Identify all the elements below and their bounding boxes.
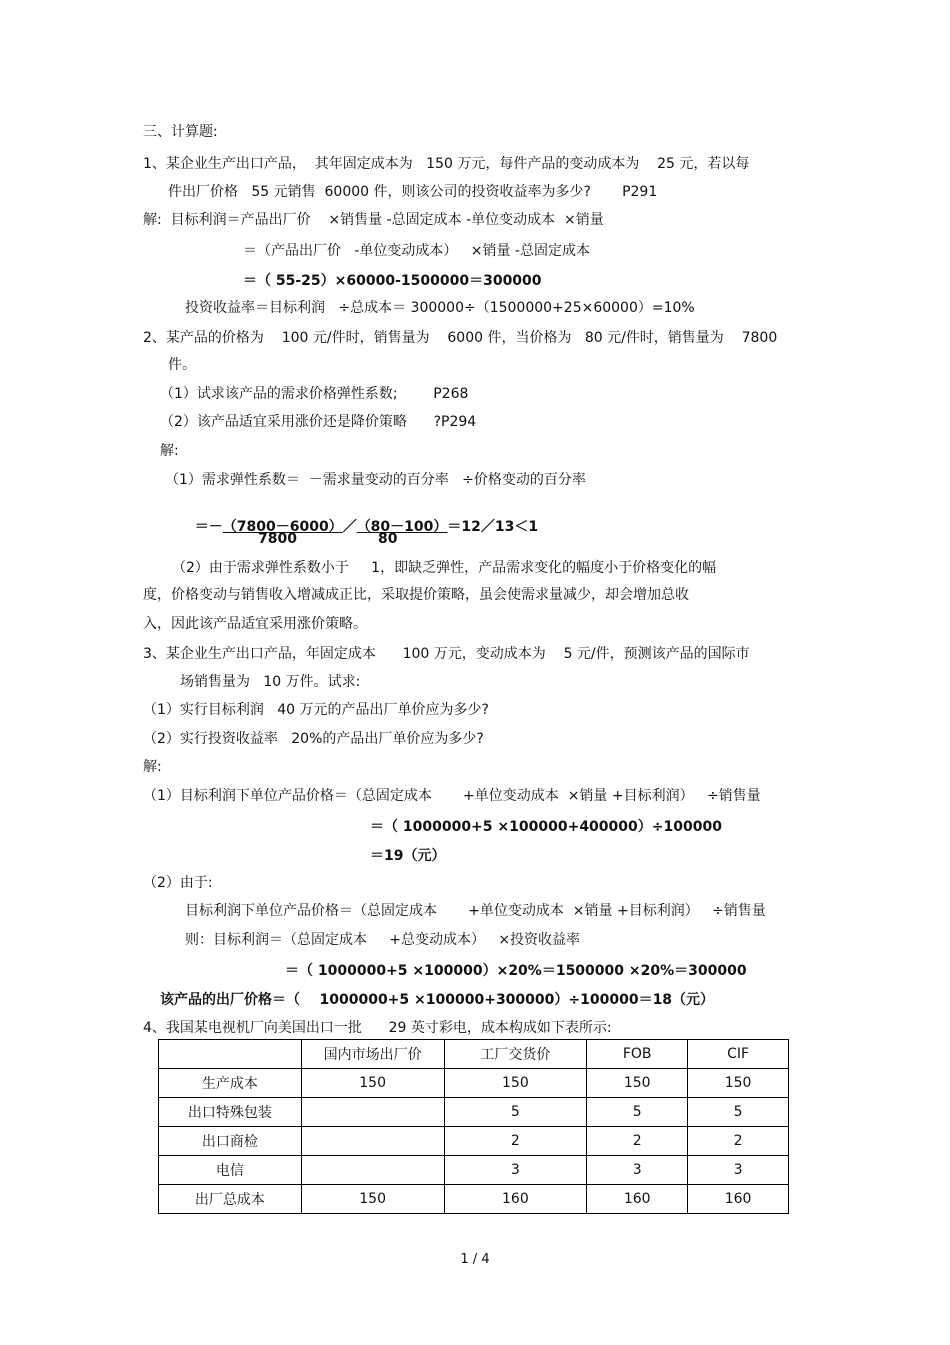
q1-solution-line2: ＝（产品出厂价 -单位变动成本） ×销量 -总固定成本 [243, 243, 590, 259]
q2-sub2: （2）该产品适宜采用涨价还是降价策略 ?P294 [160, 414, 477, 430]
table-cell: 160 [587, 1185, 688, 1214]
q3-solution-line7: ＝（ 1000000+5 ×100000）×20%＝1500000 ×20%＝300000 [285, 963, 747, 979]
table-cell [301, 1098, 444, 1127]
q2-formula-result: ＝12／13＜1 [447, 519, 539, 535]
q3-solution-line4: （2）由于: [143, 875, 213, 891]
table-row-label: 出厂总成本 [159, 1185, 302, 1214]
q3-solution-line2: ＝（ 1000000+5 ×100000+400000）÷100000 [370, 819, 722, 835]
table-cell: 2 [587, 1127, 688, 1156]
table-cell [301, 1127, 444, 1156]
table-cell: 160 [688, 1185, 789, 1214]
table-cell: 150 [301, 1185, 444, 1214]
q2-solution-line5: 入，因此该产品适宜采用涨价策略。 [143, 616, 367, 632]
table-cell: 3 [587, 1156, 688, 1185]
q1-solution-line4: 投资收益率＝目标利润 ÷总成本＝ 300000÷（1500000+25×60000）=10% [185, 300, 695, 316]
table-row-label: 出口商检 [159, 1127, 302, 1156]
q3-solution-line1: （1）目标利润下单位产品价格＝（总固定成本 +单位变动成本 ×销量 +目标利润） ÷销售量 [143, 788, 761, 804]
table-cell: 160 [444, 1185, 587, 1214]
q1-solution-line1: 解: 目标利润＝产品出厂价 ×销售量 -总固定成本 -单位变动成本 ×销量 [143, 212, 604, 228]
q3-solution-line3: ＝19（元） [370, 848, 446, 864]
q2-line1: 2、某产品的价格为 100 元/件时，销售量为 6000 件，当价格为 80 元/件时，销售量为 7800 [143, 330, 778, 346]
table-row [159, 1069, 789, 1098]
q2-line2: 件。 [168, 357, 196, 373]
table-row [159, 1098, 789, 1127]
section-title: 三、计算题: [143, 124, 218, 140]
table-header-cell: 工厂交货价 [444, 1040, 587, 1069]
table-cell: 5 [587, 1098, 688, 1127]
page-number: 1 / 4 [460, 1252, 490, 1267]
q3-solution-line8: 该产品的出厂价格＝（ 1000000+5 ×100000+300000）÷100000＝18（元） [160, 992, 715, 1008]
table-cell: 2 [688, 1127, 789, 1156]
cost-table [158, 1039, 789, 1214]
q2-sub1: （1）试求该产品的需求价格弹性系数; P268 [160, 386, 469, 402]
q2-formula-prefix: ＝－ [194, 519, 223, 535]
table-row [159, 1156, 789, 1185]
table-cell: 150 [587, 1069, 688, 1098]
q3-line1: 3、某企业生产出口产品，年固定成本 100 万元，变动成本为 5 元/件，预测该产品的国际市 [143, 646, 750, 662]
table-cell: 5 [688, 1098, 789, 1127]
table-cell: 5 [444, 1098, 587, 1127]
table-cell: 150 [688, 1069, 789, 1098]
table-cell: 150 [301, 1069, 444, 1098]
q1-line1: 1、某企业生产出口产品， 其年固定成本为 150 万元，每件产品的变动成本为 25 元，若以每 [143, 156, 750, 172]
table-cell [301, 1156, 444, 1185]
q2-solution-label: 解: [160, 443, 179, 459]
table-header-cell: FOB [587, 1040, 688, 1069]
q2-formula-denominator1: 7800 [258, 531, 297, 547]
q3-solution-line6: 则：目标利润＝（总固定成本 +总变动成本） ×投资收益率 [185, 932, 581, 948]
q3-solution-label: 解: [143, 759, 162, 775]
table-header-cell [159, 1040, 302, 1069]
q2-formula-numerator2: （80－100） [356, 519, 448, 535]
table-header-row [159, 1040, 789, 1069]
table-cell: 2 [444, 1127, 587, 1156]
q4-line1: 4、我国某电视机厂向美国出口一批 29 英寸彩电，成本构成如下表所示: [143, 1020, 612, 1036]
table-row [159, 1185, 789, 1214]
q3-solution-line5: 目标利润下单位产品价格＝（总固定成本 +单位变动成本 ×销量 +目标利润） ÷销售量 [185, 903, 766, 919]
table-cell: 150 [444, 1069, 587, 1098]
q3-sub2: （2）实行投资收益率 20%的产品出厂单价应为多少? [143, 731, 484, 747]
table-header-cell: 国内市场出厂价 [301, 1040, 444, 1069]
q2-solution-line3: （2）由于需求弹性系数小于 1，即缺乏弹性，产品需求变化的幅度小于价格变化的幅 [172, 560, 717, 576]
q2-solution-line1: （1）需求弹性系数＝ －需求量变动的百分率 ÷价格变动的百分率 [165, 472, 586, 488]
table-cell: 3 [444, 1156, 587, 1185]
q2-formula-slash: ／ [342, 519, 357, 535]
table-row [159, 1127, 789, 1156]
q3-sub1: （1）实行目标利润 40 万元的产品出厂单价应为多少? [143, 702, 489, 718]
table-row-label: 出口特殊包装 [159, 1098, 302, 1127]
q1-solution-line3: ＝（ 55-25）×60000-1500000＝300000 [243, 273, 542, 289]
table-header-cell: CIF [688, 1040, 789, 1069]
q2-formula-denominator2: 80 [378, 531, 398, 547]
q1-line2: 件出厂价格 55 元销售 60000 件，则该公司的投资收益率为多少? P291 [168, 184, 658, 200]
table-row-label: 电信 [159, 1156, 302, 1185]
table-cell: 3 [688, 1156, 789, 1185]
q2-formula [185, 500, 538, 536]
q2-solution-line4: 度，价格变动与销售收入增减成正比，采取提价策略，虽会使需求量减少，却会增加总收 [143, 587, 689, 603]
q3-line2: 场销售量为 10 万件。试求: [180, 674, 361, 690]
table-row-label: 生产成本 [159, 1069, 302, 1098]
q2-formula-numerator1: （7800－6000） [222, 519, 343, 535]
